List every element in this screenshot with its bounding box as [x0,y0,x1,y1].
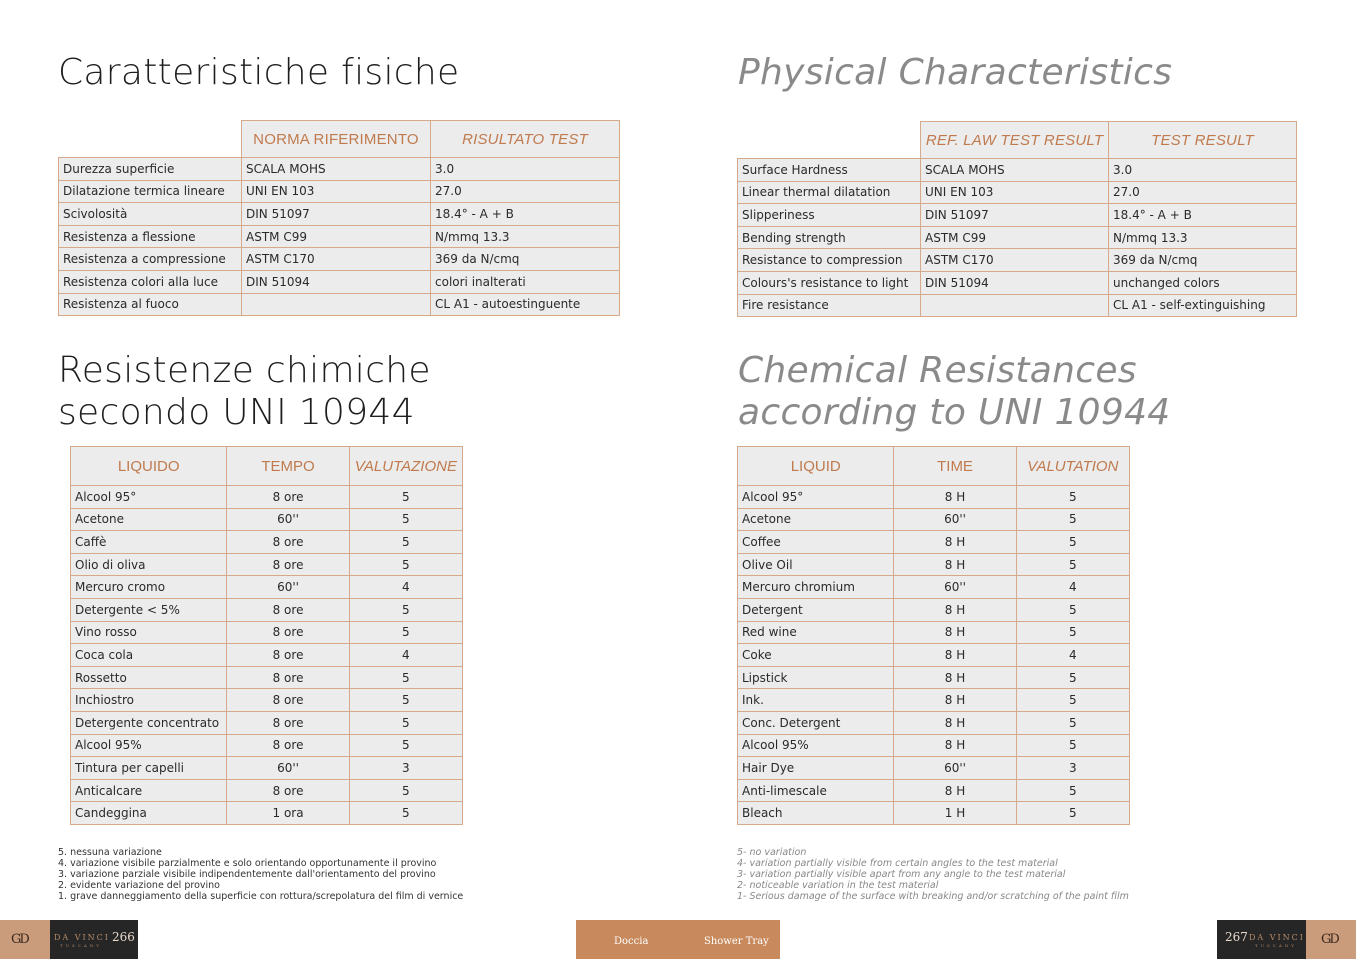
chemical-row-cell: 8 ore [227,666,349,689]
physical-row [738,249,1297,272]
title-chemical-it-line1: Resistenze chimiche [58,350,431,391]
physical-table-it [58,120,620,316]
legend-line: 4. variazione visibile parzialmente e solo orientando opportunamente il provino [58,858,437,869]
physical-header-row [738,122,1297,159]
chemical-row-cell: 60'' [894,576,1016,599]
chemical-row-cell: 60'' [894,757,1016,780]
chemical-row [71,508,463,531]
empty-header-cell [59,121,242,158]
chemical-row [738,757,1130,780]
title-chemical-it [58,350,431,434]
physical-row-cell: Resistenza colori alla luce [59,270,242,293]
physical-row-cell: 27.0 [431,180,620,203]
physical-row [59,203,620,226]
physical-row [738,226,1297,249]
title-chemical-en [738,350,1170,434]
chemical-row-cell: 8 ore [227,689,349,712]
legend-line: 5- no variation [737,847,807,858]
physical-row-cell: Scivolosità [59,203,242,226]
footer-brand-left [50,920,138,959]
physical-row [59,180,620,203]
chemical-row-cell: Coke [738,644,894,667]
chemical-row-cell: Alcool 95° [71,486,227,509]
chemical-row-cell: 5 [1016,779,1129,802]
chemical-row [738,531,1130,554]
chemical-row-cell: 5 [1016,508,1129,531]
title-chemical-en-line2: according to UNI 10944 [738,392,1171,433]
chemical-row [71,486,463,509]
physical-row-cell: DIN 51097 [921,204,1109,227]
chemical-row-cell: 8 ore [227,553,349,576]
physical-row-cell: Durezza superficie [59,158,242,181]
physical-row [59,225,620,248]
chemical-row-cell: Bleach [738,802,894,825]
physical-row-cell: Colours's resistance to light [738,271,921,294]
physical-row-cell: 3.0 [1109,159,1297,182]
header-liquid: LIQUID [738,447,894,486]
physical-row-cell: ASTM C170 [921,249,1109,272]
header-valutation: VALUTATION [1016,447,1129,486]
physical-row-cell: N/mmq 13.3 [431,225,620,248]
physical-row-cell: UNI EN 103 [921,181,1109,204]
footer-logo-right [1306,920,1356,959]
header-tempo: TEMPO [227,447,349,486]
chemical-row-cell: 5 [349,734,462,757]
chemical-row-cell: 5 [1016,621,1129,644]
physical-row-cell: ASTM C99 [921,226,1109,249]
physical-row-cell: Surface Hardness [738,159,921,182]
chemical-row [738,644,1130,667]
page-number-left: 266 [112,930,135,944]
chemical-row-cell: 4 [349,644,462,667]
chemical-row-cell: 8 H [894,711,1016,734]
physical-row-cell [921,294,1109,317]
chemical-row [738,689,1130,712]
physical-row-cell: SCALA MOHS [242,158,431,181]
chemical-row [738,734,1130,757]
chemical-row [738,486,1130,509]
chemical-row-cell: Acetone [738,508,894,531]
physical-row [738,294,1297,317]
chemical-row-cell: Inchiostro [71,689,227,712]
physical-row-cell: Resistenza a flessione [59,225,242,248]
chemical-row [738,508,1130,531]
chemical-row-cell: 8 H [894,621,1016,644]
chemical-row-cell: Conc. Detergent [738,711,894,734]
chemical-row [738,598,1130,621]
physical-row-cell: DIN 51097 [242,203,431,226]
physical-row-cell: 27.0 [1109,181,1297,204]
chemical-header-row [738,447,1130,486]
chemical-row-cell: Coca cola [71,644,227,667]
chemical-row-cell: 8 ore [227,598,349,621]
chemical-row-cell: 5 [1016,553,1129,576]
physical-row-cell: Resistenza a compressione [59,248,242,271]
title-physical-it: Caratteristiche fisiche [58,52,460,93]
chemical-row-cell: 8 H [894,598,1016,621]
chemical-row-cell: 60'' [894,508,1016,531]
physical-row-cell: colori inalterati [431,270,620,293]
chemical-row [738,553,1130,576]
chemical-row-cell: 8 H [894,689,1016,712]
chemical-row-cell: 8 H [894,734,1016,757]
chemical-row [738,779,1130,802]
chemical-row-cell: Anticalcare [71,779,227,802]
section-label-it: Doccia [614,936,649,947]
chemical-row-cell: 5 [349,802,462,825]
chemical-row-cell: Red wine [738,621,894,644]
physical-row [59,293,620,316]
physical-row-cell: Dilatazione termica lineare [59,180,242,203]
physical-row-cell: SCALA MOHS [921,159,1109,182]
physical-row-cell: DIN 51094 [242,270,431,293]
chemical-row-cell: Anti-limescale [738,779,894,802]
legend-line: 3- variation partially visible apart from any angle to the test material [737,869,1066,880]
chemical-row [71,757,463,780]
chemical-row-cell: Mercuro cromo [71,576,227,599]
chemical-row-cell: Lipstick [738,666,894,689]
brand-name: DA VINCI [1249,933,1305,942]
physical-row-cell: 18.4° - A + B [1109,204,1297,227]
header-norma: NORMA RIFERIMENTO [242,121,431,158]
chemical-row-cell: 5 [349,711,462,734]
chemical-row-cell: 60'' [227,508,349,531]
chemical-row-cell: 8 H [894,553,1016,576]
chemical-row-cell: 4 [349,576,462,599]
section-label-en: Shower Tray [704,936,769,947]
physical-row-cell: CL A1 - autoestinguente [431,293,620,316]
physical-row-cell: 18.4° - A + B [431,203,620,226]
chemical-row-cell: 8 ore [227,486,349,509]
physical-row [59,248,620,271]
chemical-row-cell: Rossetto [71,666,227,689]
chemical-row-cell: 8 H [894,644,1016,667]
header-time: TIME [894,447,1016,486]
chemical-row-cell: 8 H [894,486,1016,509]
chemical-row [71,734,463,757]
chemical-row-cell: 3 [349,757,462,780]
physical-row-cell: 369 da N/cmq [431,248,620,271]
chemical-row-cell: 1 ora [227,802,349,825]
header-ref-law: REF. LAW TEST RESULT [921,122,1109,159]
chemical-row-cell: 8 H [894,531,1016,554]
gd-logo-icon: GD [11,932,28,947]
chemical-table-it [70,446,463,825]
page-number-right: 267 [1225,930,1248,944]
chemical-row [71,689,463,712]
chemical-row-cell: Detergente concentrato [71,711,227,734]
chemical-row-cell: Coffee [738,531,894,554]
chemical-row-cell: 5 [349,689,462,712]
header-test-result: TEST RESULT [1109,122,1297,159]
chemical-row-cell: 5 [349,553,462,576]
header-risultato: RISULTATO TEST [431,121,620,158]
chemical-row-cell: Tintura per capelli [71,757,227,780]
chemical-row [71,576,463,599]
title-physical-en: Physical Characteristics [738,52,1173,93]
chemical-row-cell: Mercuro chromium [738,576,894,599]
physical-row-cell: ASTM C99 [242,225,431,248]
chemical-row-cell: 8 ore [227,531,349,554]
legend-line: 1- Serious damage of the surface with breaking and/or scratching of the paint film [737,891,1129,902]
chemical-row-cell: 4 [1016,576,1129,599]
chemical-row-cell: 8 ore [227,644,349,667]
physical-row-cell: Resistenza al fuoco [59,293,242,316]
chemical-row-cell: 8 ore [227,621,349,644]
chemical-row-cell: 60'' [227,576,349,599]
footer-brand-right [1217,920,1306,959]
gd-logo-icon: GD [1321,932,1338,947]
chemical-row [71,621,463,644]
chemical-row-cell: 5 [349,486,462,509]
legend-line: 5. nessuna variazione [58,847,162,858]
physical-row-cell: UNI EN 103 [242,180,431,203]
legend-line: 2. evidente variazione del provino [58,880,220,891]
header-liquido: LIQUIDO [71,447,227,486]
physical-row-cell: 369 da N/cmq [1109,249,1297,272]
physical-row-cell: 3.0 [431,158,620,181]
brand-sub: TUSCANY [60,943,102,948]
physical-row-cell: Bending strength [738,226,921,249]
chemical-row-cell: 5 [1016,711,1129,734]
chemical-row-cell: 3 [1016,757,1129,780]
title-chemical-it-line2: secondo UNI 10944 [58,392,415,433]
chemical-row-cell: 5 [1016,486,1129,509]
physical-row [738,271,1297,294]
chemical-row-cell: 8 H [894,779,1016,802]
chemical-row [738,666,1130,689]
chemical-header-row [71,447,463,486]
chemical-row-cell: Caffè [71,531,227,554]
chemical-row-cell: 8 ore [227,734,349,757]
physical-row-cell: N/mmq 13.3 [1109,226,1297,249]
chemical-row-cell: Ink. [738,689,894,712]
physical-row-cell: Fire resistance [738,294,921,317]
chemical-row [71,802,463,825]
chemical-row-cell: 5 [349,598,462,621]
chemical-row-cell: 8 H [894,666,1016,689]
chemical-row [71,711,463,734]
physical-table-en [737,121,1297,317]
chemical-row [738,711,1130,734]
physical-row-cell: Resistance to compression [738,249,921,272]
chemical-row-cell: 8 ore [227,711,349,734]
chemical-row [71,531,463,554]
chemical-row-cell: 8 ore [227,779,349,802]
chemical-row-cell: 5 [1016,802,1129,825]
physical-row-cell: ASTM C170 [242,248,431,271]
brand-name: DA VINCI [54,933,110,942]
physical-row [59,270,620,293]
physical-row [738,159,1297,182]
physical-row [59,158,620,181]
physical-row-cell: Slipperiness [738,204,921,227]
chemical-row-cell: 5 [1016,734,1129,757]
chemical-row-cell: Hair Dye [738,757,894,780]
chemical-row-cell: 5 [349,531,462,554]
legend-line: 3. variazione parziale visibile indipendentemente dall'orientamento del provino [58,869,436,880]
brand-sub: TUSCANY [1255,943,1297,948]
chemical-row-cell: Candeggina [71,802,227,825]
legend-line: 4- variation partially visible from certain angles to the test material [737,858,1058,869]
chemical-row-cell: 5 [349,621,462,644]
chemical-row [71,644,463,667]
chemical-row [71,666,463,689]
chemical-row-cell: 1 H [894,802,1016,825]
legend-line: 1. grave danneggiamento della superficie con rottura/screpolatura del film di vernice [58,891,464,902]
chemical-row-cell: 5 [349,666,462,689]
chemical-row-cell: Olio di oliva [71,553,227,576]
chemical-row-cell: Alcool 95% [71,734,227,757]
physical-row-cell: DIN 51094 [921,271,1109,294]
chemical-row [71,598,463,621]
chemical-row [738,802,1130,825]
chemical-row-cell: 5 [1016,598,1129,621]
physical-row-cell [242,293,431,316]
physical-header-row [59,121,620,158]
chemical-row-cell: 5 [349,779,462,802]
chemical-row-cell: Vino rosso [71,621,227,644]
chemical-row-cell: 5 [349,508,462,531]
chemical-row-cell: 5 [1016,666,1129,689]
chemical-row [71,553,463,576]
chemical-row-cell: Olive Oil [738,553,894,576]
chemical-row-cell: 60'' [227,757,349,780]
chemical-row-cell: Alcool 95% [738,734,894,757]
physical-row [738,204,1297,227]
legend-notes-en [737,847,1129,902]
title-chemical-en-line1: Chemical Resistances [738,350,1137,391]
chemical-row-cell: 4 [1016,644,1129,667]
chemical-row-cell: 5 [1016,531,1129,554]
footer-section-label [576,920,780,959]
header-valutazione: VALUTAZIONE [349,447,462,486]
legend-line: 2- noticeable variation in the test material [737,880,939,891]
chemical-row-cell: Alcool 95° [738,486,894,509]
chemical-row-cell: Acetone [71,508,227,531]
legend-notes-it [58,847,463,902]
chemical-row-cell: Detergente < 5% [71,598,227,621]
chemical-row-cell: Detergent [738,598,894,621]
physical-row-cell: unchanged colors [1109,271,1297,294]
physical-row-cell: CL A1 - self-extinguishing [1109,294,1297,317]
empty-header-cell [738,122,921,159]
physical-row [738,181,1297,204]
chemical-row-cell: 5 [1016,689,1129,712]
chemical-table-en [737,446,1130,825]
chemical-row [738,576,1130,599]
chemical-row [71,779,463,802]
physical-row-cell: Linear thermal dilatation [738,181,921,204]
chemical-row [738,621,1130,644]
footer-logo-left [0,920,50,959]
